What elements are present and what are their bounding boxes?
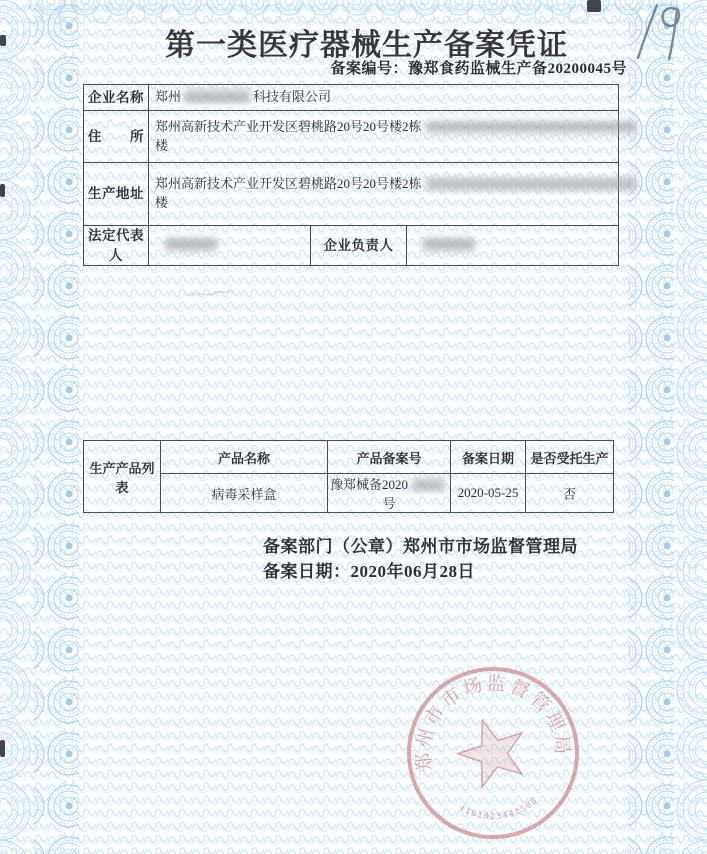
company-name-value: 郑州 科技有限公司 xyxy=(149,85,619,111)
company-name-label: 企业名称 xyxy=(84,85,149,111)
table-row-production-address xyxy=(84,163,619,226)
redacted-company-name xyxy=(184,90,250,103)
company-info-table xyxy=(83,84,619,266)
table-row-residence xyxy=(84,111,619,163)
product-list-table xyxy=(83,440,614,513)
redacted-reg-no xyxy=(412,479,444,491)
pencil-smudge xyxy=(186,284,236,304)
production-address-label: 生产地址 xyxy=(84,163,149,226)
redacted-manager xyxy=(423,238,475,251)
product-reg-no-cell: 豫郑械备2020号 xyxy=(328,474,451,513)
certificate-reg-number: 备案编号：豫郑食药监械生产备20200045号 xyxy=(330,61,627,77)
product-table-data-row xyxy=(84,474,614,513)
manager-label: 企业负责人 xyxy=(311,226,407,266)
reg-date-cell: 2020-05-25 xyxy=(451,474,526,513)
product-list-side-header: 生产产品列表 xyxy=(84,441,161,513)
col-entrusted: 是否受托生产 xyxy=(526,441,614,474)
residence-label: 住 所 xyxy=(84,111,149,163)
residence-value: 郑州高新技术产业开发区碧桃路20号20号楼2栋 楼 xyxy=(149,111,619,163)
redacted-residence xyxy=(426,121,636,133)
legal-rep-value xyxy=(149,226,311,266)
table-row-representatives xyxy=(84,226,619,266)
col-reg-date: 备案日期 xyxy=(451,441,526,474)
scan-artifact xyxy=(0,740,5,757)
scan-artifact xyxy=(0,184,5,197)
col-product-reg-no: 产品备案号 xyxy=(328,441,451,474)
filing-date-line: 备案日期：2020年06月28日 xyxy=(263,562,475,581)
redacted-production-address xyxy=(426,178,636,190)
production-address-value: 郑州高新技术产业开发区碧桃路20号20号楼2栋 楼 xyxy=(149,163,619,226)
filing-department-line: 备案部门（公章）郑州市市场监督管理局 xyxy=(263,537,578,556)
seal-ring-text: 郑州市市场监督管理局 xyxy=(413,673,573,773)
scan-artifact xyxy=(0,35,6,46)
product-name-cell: 病毒采样盒 xyxy=(161,474,328,513)
col-product-name: 产品名称 xyxy=(161,441,328,474)
seal-serial-number: 4101023441508 xyxy=(456,795,541,823)
table-row-company-name xyxy=(84,85,619,111)
entrusted-cell: 否 xyxy=(526,474,614,513)
product-table-header-row xyxy=(84,441,614,474)
manager-value xyxy=(407,226,619,266)
redacted-legal-rep xyxy=(165,238,217,251)
scan-artifact xyxy=(587,0,601,12)
page-title: 第一类医疗器械生产备案凭证 xyxy=(165,29,568,62)
svg-text:4101023441508 xyxy=(456,795,542,826)
legal-rep-label: 法定代表人 xyxy=(84,226,149,266)
official-seal xyxy=(398,658,588,848)
